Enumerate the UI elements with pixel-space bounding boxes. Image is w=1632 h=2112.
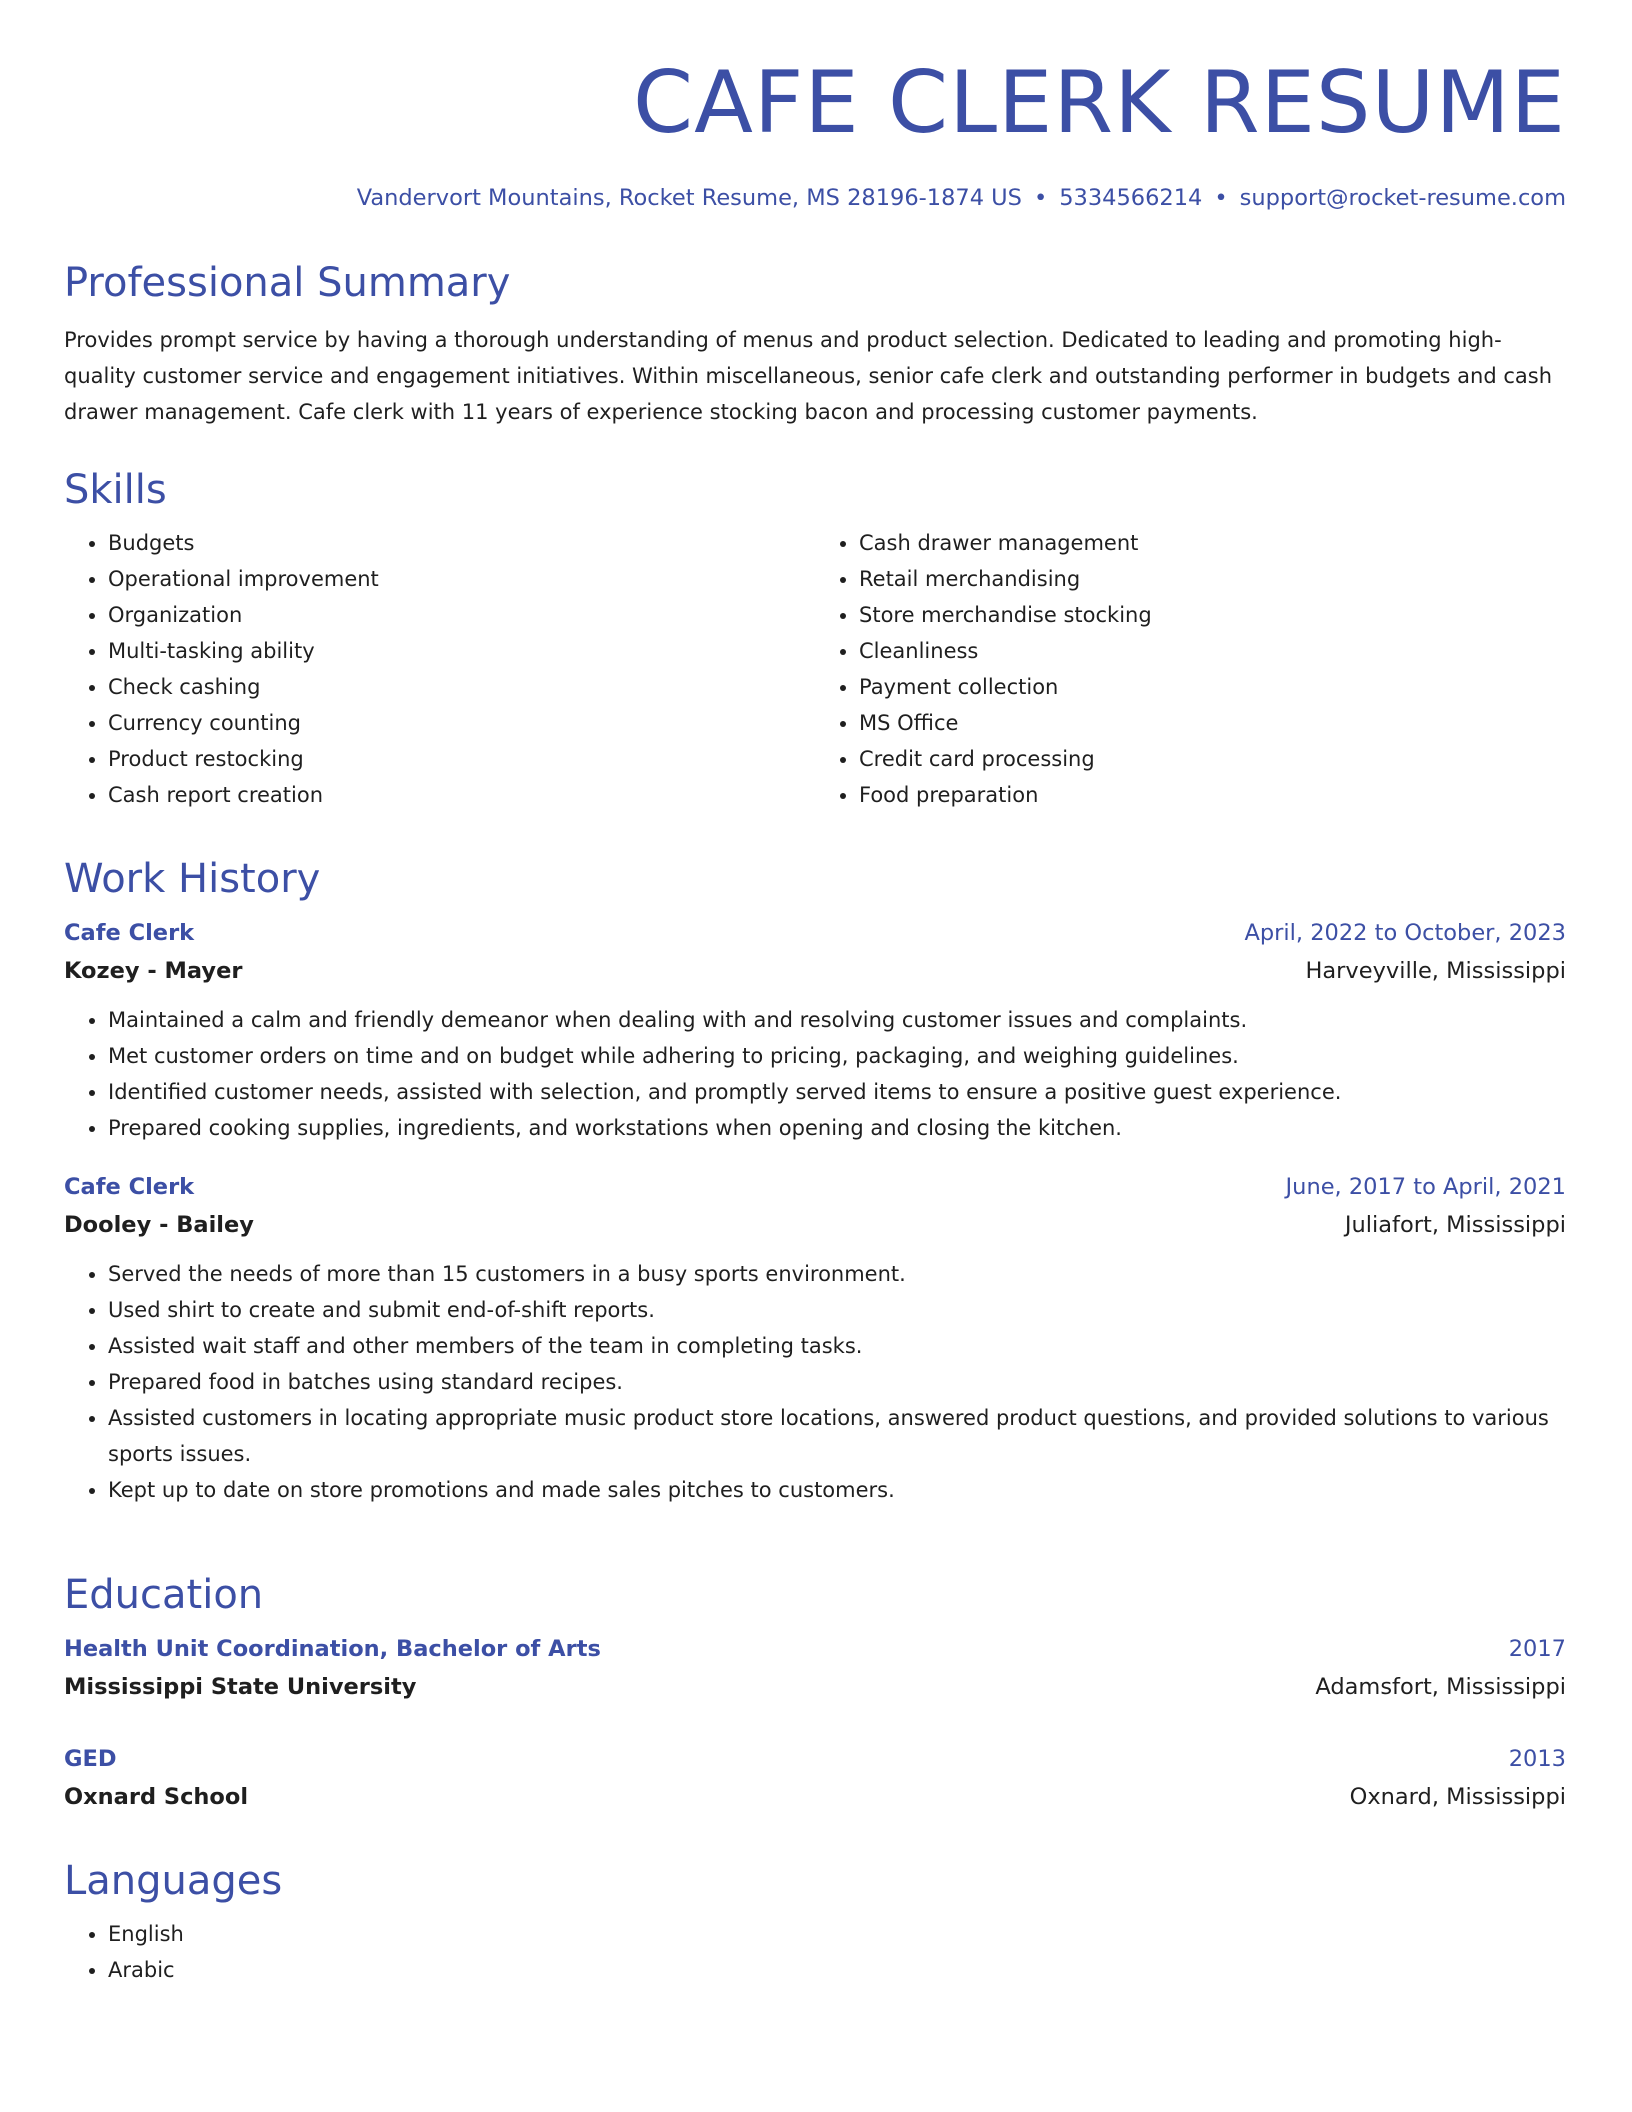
resume-page: [64, 0, 1566, 1982]
address: Vandervort Mountains, Rocket Resume, MS 28196-1874 US: [356, 185, 1022, 211]
list-item: • Assisted wait staff and other members of the team in completing tasks.: [108, 1328, 1566, 1364]
skills-list-right: [815, 525, 1566, 813]
list-item: • Identified customer needs, assisted with selection, and promptly served items to ensure a positive guest experience.: [108, 1074, 1566, 1110]
list-item: • Served the needs of more than 15 customers in a busy sports environment.: [108, 1256, 1566, 1292]
job-location: Harveyville, Mississippi: [1305, 958, 1566, 984]
list-item: • Cash report creation: [108, 777, 815, 813]
summary-text: Provides prompt service by having a thorough understanding of menus and product selection. Dedicated to leading and promoting high-quality customer service and engagement initiatives. Within miscellaneous, senior cafe clerk and outstanding performer in budgets and cash drawer management. Cafe clerk with 11 years of experience stocking bacon and processing customer payments.: [64, 328, 1553, 424]
education-entry: [64, 1740, 1566, 1816]
list-item: • English: [108, 1916, 1566, 1952]
list-item: • Kept up to date on store promotions and made sales pitches to customers.: [108, 1472, 1566, 1508]
job-bullets: [64, 1002, 1566, 1146]
education-entry: [64, 1630, 1566, 1706]
school-location: Oxnard, Mississippi: [1349, 1784, 1566, 1810]
job-title: Cafe Clerk: [64, 1174, 195, 1200]
graduation-year: 2013: [1508, 1746, 1566, 1772]
contact-line: [64, 180, 1566, 216]
separator: •: [1033, 185, 1048, 211]
list-item: • Organization: [108, 597, 815, 633]
school-name: Mississippi State University: [64, 1674, 417, 1700]
degree: Health Unit Coordination, Bachelor of Arts: [64, 1636, 601, 1662]
list-item: • Cash drawer management: [859, 525, 1566, 561]
skills-grid: [64, 525, 1566, 813]
separator: •: [1214, 185, 1228, 211]
list-item: • Store merchandise stocking: [859, 597, 1566, 633]
resume-title: CAFE CLERK RESUME: [633, 53, 1566, 153]
list-item: • Used shirt to create and submit end-of-shift reports.: [108, 1292, 1566, 1328]
list-item: • Assisted customers in locating appropriate music product store locations, answered product questions, and provided solutions to various sports issues.: [108, 1400, 1566, 1472]
school-location: Adamsfort, Mississippi: [1315, 1674, 1566, 1700]
list-item: • Prepared food in batches using standard recipes.: [108, 1364, 1566, 1400]
job-entry: [64, 1168, 1566, 1508]
job-entry: [64, 914, 1566, 1146]
skills-list-left: [64, 525, 815, 813]
degree: GED: [64, 1746, 117, 1772]
job-bullets: [64, 1256, 1566, 1508]
list-item: • Credit card processing: [859, 741, 1566, 777]
company-name: Dooley - Bailey: [64, 1212, 254, 1238]
section-title-work: Work History: [64, 856, 321, 902]
email: support@rocket-resume.com: [1239, 185, 1566, 211]
list-item: • Check cashing: [108, 669, 815, 705]
education-section: [64, 1570, 1566, 1816]
list-item: • MS Office: [859, 705, 1566, 741]
list-item: • Prepared cooking supplies, ingredients, and workstations when opening and closing the kitchen.: [108, 1110, 1566, 1146]
school-name: Oxnard School: [64, 1784, 249, 1810]
job-dates: April, 2022 to October, 2023: [1244, 920, 1566, 946]
list-item: • Cleanliness: [859, 633, 1566, 669]
graduation-year: 2017: [1508, 1636, 1566, 1662]
section-title-education: Education: [64, 1572, 264, 1618]
list-item: • Multi-tasking ability: [108, 633, 815, 669]
list-item: • Maintained a calm and friendly demeanor when dealing with and resolving customer issues and complaints.: [108, 1002, 1566, 1038]
list-item: • Operational improvement: [108, 561, 815, 597]
list-item: • Retail merchandising: [859, 561, 1566, 597]
job-title: Cafe Clerk: [64, 920, 195, 946]
company-name: Kozey - Mayer: [64, 958, 243, 984]
section-title-summary: Professional Summary: [64, 260, 511, 306]
list-item: • Payment collection: [859, 669, 1566, 705]
section-title-skills: Skills: [64, 467, 167, 513]
languages-list: [64, 1916, 1566, 1988]
section-title-languages: Languages: [64, 1858, 283, 1904]
work-section: [64, 854, 1566, 1508]
list-item: • Arabic: [108, 1952, 1566, 1988]
list-item: • Currency counting: [108, 705, 815, 741]
summary-section: [64, 258, 1566, 430]
languages-section: [64, 1856, 1566, 1988]
list-item: • Budgets: [108, 525, 815, 561]
list-item: • Product restocking: [108, 741, 815, 777]
job-location: Juliafort, Mississippi: [1344, 1212, 1566, 1238]
list-item: • Met customer orders on time and on budget while adhering to pricing, packaging, and weighing guidelines.: [108, 1038, 1566, 1074]
list-item: • Food preparation: [859, 777, 1566, 813]
job-dates: June, 2017 to April, 2021: [1285, 1174, 1566, 1200]
phone: 5334566214: [1059, 185, 1203, 211]
skills-section: [64, 465, 1566, 813]
